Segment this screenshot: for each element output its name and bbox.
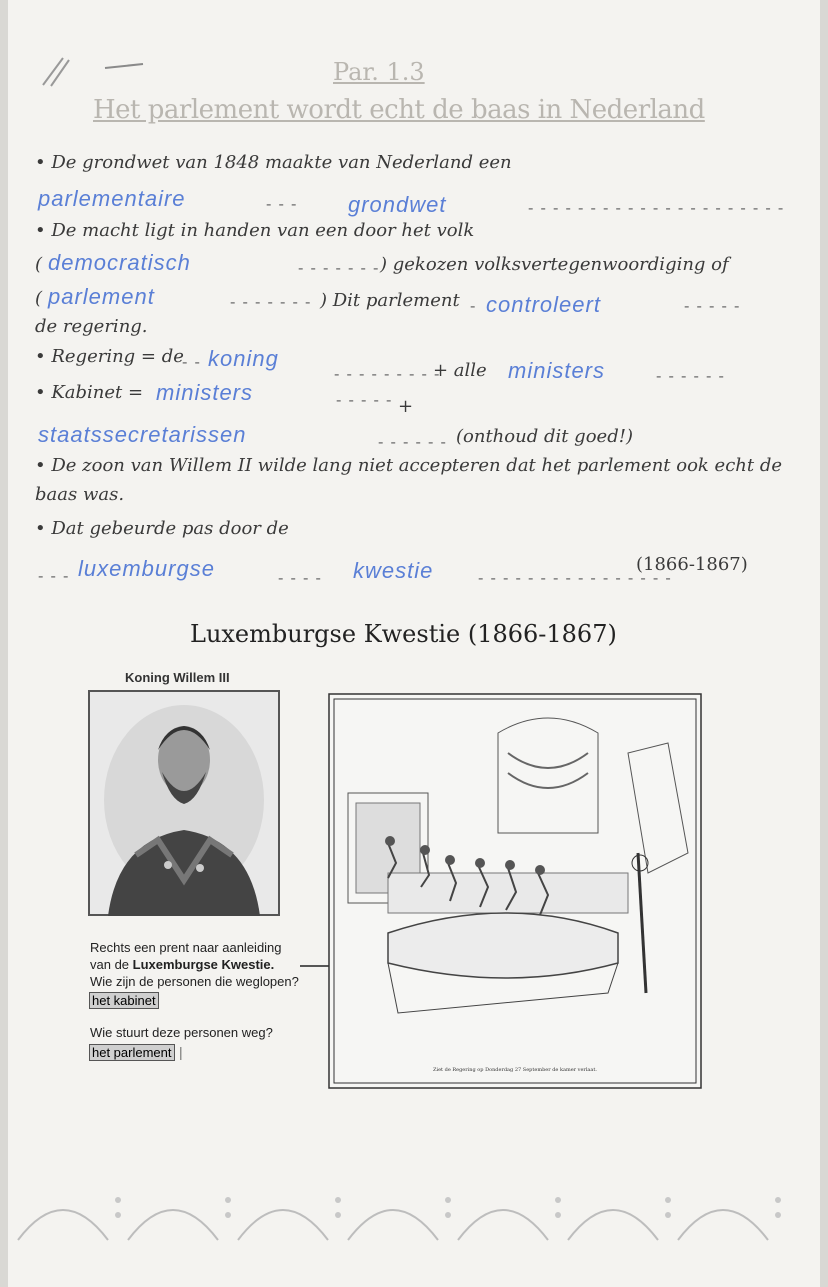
answer: ministers bbox=[156, 380, 254, 405]
caption-question: Wie zijn de personen die weglopen? bbox=[90, 974, 299, 989]
text-line: ) gekozen volksvertegenwoordiging of bbox=[380, 254, 729, 275]
pencil-mark bbox=[33, 50, 153, 95]
cartoon-print bbox=[328, 693, 702, 1089]
text-line: (onthoud dit goed!) bbox=[456, 426, 633, 447]
answer: parlementaire bbox=[38, 186, 186, 211]
answer: staatssecretarissen bbox=[38, 422, 247, 447]
text-line: • De zoon van Willem II wilde lang niet accepteren dat het parlement ook echt de bbox=[35, 455, 782, 476]
answer: controleert bbox=[486, 292, 601, 317]
text-line: • Dat gebeurde pas door de bbox=[35, 518, 289, 539]
answer-field[interactable]: het parlement bbox=[89, 1044, 175, 1061]
text-line: (1866-1867) bbox=[636, 554, 748, 575]
paragraph-number: Par. 1.3 bbox=[333, 58, 425, 86]
text-line: • De grondwet van 1848 maakte van Nederland een bbox=[35, 152, 512, 173]
portrait-label: Koning Willem III bbox=[125, 670, 230, 685]
answer: koning bbox=[208, 346, 279, 371]
answer: kwestie bbox=[353, 558, 434, 583]
text-line: + alle bbox=[433, 360, 487, 381]
text-line: + bbox=[398, 396, 414, 417]
portrait-image bbox=[88, 690, 280, 916]
text-line: • De macht ligt in handen van een door het volk bbox=[35, 220, 475, 241]
text-line: baas was. bbox=[35, 484, 125, 505]
section-heading: Luxemburgse Kwestie (1866-1867) bbox=[190, 620, 617, 648]
text-line: de regering. bbox=[35, 316, 148, 337]
caption-question: Wie stuurt deze personen weg? bbox=[90, 1025, 273, 1040]
answer-field[interactable]: het kabinet bbox=[89, 992, 159, 1009]
page-title: Het parlement wordt echt de baas in Nederland bbox=[93, 95, 705, 125]
text-line: • Kabinet = bbox=[35, 382, 144, 403]
answer: grondwet bbox=[348, 192, 447, 217]
answer: luxemburgse bbox=[78, 556, 215, 581]
caption-line: Rechts een prent naar aanleiding bbox=[90, 940, 282, 955]
answer: democratisch bbox=[48, 250, 191, 275]
answer: ministers bbox=[508, 358, 606, 383]
decorative-border bbox=[8, 1180, 820, 1250]
text-line: ) Dit parlement bbox=[320, 290, 460, 311]
worksheet-page: Par. 1.3 Het parlement wordt echt de baas in Nederland • De grondwet van 1848 maakte van Nederland een parlementaire - - - grondwet - - - - - - - - - - - - - - - - - - - - - • De macht ligt in handen van een door het volk ( democratisch - - - - - - - ) gekozen volksvertegenwoordiging of ( parlement - - - - - - - ) Dit parlement - controleert - - - - - de regering. • Regering = de - - koning - - - - - - - - - + alle ministers - - - - - - • Kabinet = ministers - - - - - + staatssecretarissen - - - - - - (onthoud dit goed!) • De zoon van Willem II wilde lang niet accepteren dat het parlement ook echt de baas was. • Dat gebeurde pas door de - - - luxemburgse - - - - kwestie - - - - - - - - - - - - - - - - (1866-1867) Luxemburgse Kwestie (1866-1867) Koning Willem III Rechts een prent naar aanleiding van de Luxemburgse Kwestie. Wie zijn de personen die weglopen? het kabinet Wie stuurt deze personen weg? het parlement | Ziet de Regering op Donderdag 27 September de kamer verlaat. bbox=[8, 0, 820, 1287]
answer: parlement bbox=[48, 284, 155, 309]
text-line: • Regering = de bbox=[35, 346, 184, 367]
print-footer: Ziet de Regering op Donderdag 27 September de kamer verlaat. bbox=[433, 1067, 597, 1073]
caption-line: van de Luxemburgse Kwestie. bbox=[90, 957, 275, 972]
